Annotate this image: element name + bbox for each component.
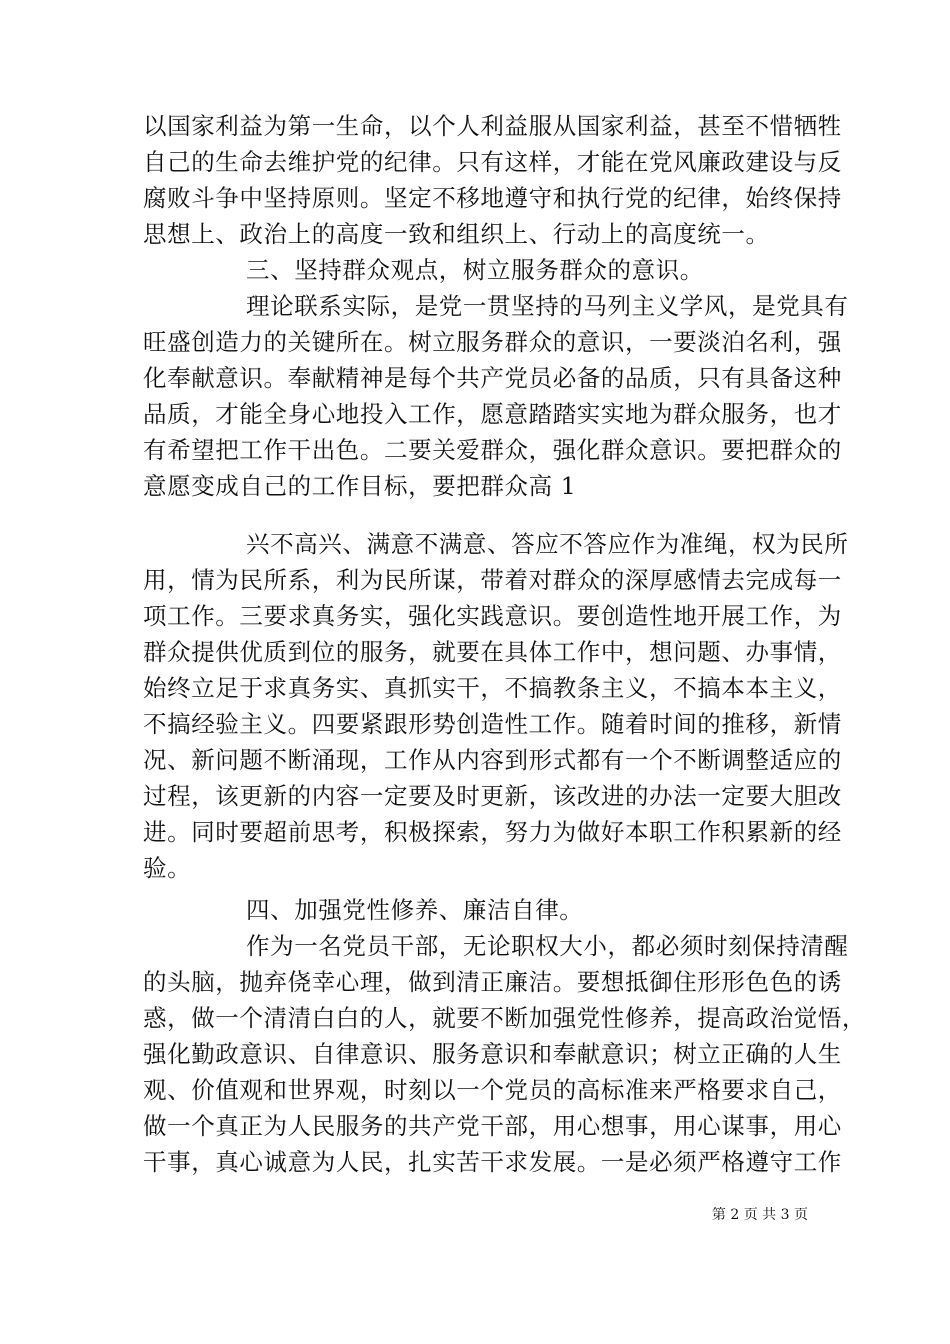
text-line-24: 的头脑，抛弃侥幸心理，做到清正廉洁。要想抵御住形形色色的诱 [143, 968, 842, 996]
text-line-11: 意愿变成自己的工作目标，要把群众高 1 [143, 472, 577, 500]
text-line-27: 观、价值观和世界观，时刻以一个党员的高标准来严格要求自己， [143, 1076, 842, 1104]
text-line-13: 用，情为民所系，利为民所谋，带着对群众的深厚感情去完成每一 [143, 566, 842, 594]
section-heading-3: 三、坚持群众观点，树立服务群众的意识。 [246, 256, 704, 284]
text-line-4: 思想上、政治上的高度一致和组织上、行动上的高度统一。 [143, 220, 770, 248]
text-line-23: 作为一名党员干部，无论职权大小，都必须时刻保持清醒 [246, 932, 849, 960]
text-line-26: 强化勤政意识、自律意识、服务意识和奉献意识；树立正确的人生 [143, 1040, 842, 1068]
text-line-15: 群众提供优质到位的服务，就要在具体工作中，想问题、办事情， [143, 638, 842, 666]
text-line-8: 化奉献意识。奉献精神是每个共产党员必备的品质，只有具备这种 [143, 364, 842, 392]
text-line-7: 旺盛创造力的关键所在。树立服务群众的意识，一要淡泊名利，强 [143, 328, 842, 356]
text-line-12: 兴不高兴、满意不满意、答应不答应作为准绳，权为民所 [246, 530, 849, 558]
text-line-29: 干事，真心诚意为人民，扎实苦干求发展。一是必须严格遵守工作 [143, 1148, 842, 1176]
text-line-1: 以国家利益为第一生命，以个人利益服从国家利益，甚至不惜牺牲 [143, 112, 842, 140]
text-line-18: 况、新问题不断涌现，工作从内容到形式都有一个不断调整适应的 [143, 746, 842, 774]
text-line-16: 始终立足于求真务实、真抓实干，不搞教条主义，不搞本本主义， [143, 674, 842, 702]
page-number-footer: 第 2 页 共 3 页 [711, 1207, 808, 1223]
text-line-21: 验。 [143, 854, 192, 882]
text-line-19: 过程，该更新的内容一定要及时更新，该改进的办法一定要大胆改 [143, 782, 842, 810]
text-line-17: 不搞经验主义。四要紧跟形势创造性工作。随着时间的推移，新情 [143, 710, 842, 738]
text-line-6: 理论联系实际，是党一贯坚持的马列主义学风，是党具有 [246, 292, 849, 320]
text-line-3: 腐败斗争中坚持原则。坚定不移地遵守和执行党的纪律，始终保持 [143, 184, 842, 212]
text-line-2: 自己的生命去维护党的纪律。只有这样，才能在党风廉政建设与反 [143, 148, 842, 176]
text-line-10: 有希望把工作干出色。二要关爱群众，强化群众意识。要把群众的 [143, 436, 842, 464]
section-heading-4: 四、加强党性修养、廉洁自律。 [246, 896, 584, 924]
text-line-9: 品质，才能全身心地投入工作，愿意踏踏实实地为群众服务，也才 [143, 400, 842, 428]
text-line-28: 做一个真正为人民服务的共产党干部，用心想事，用心谋事，用心 [143, 1112, 842, 1140]
text-line-25: 惑，做一个清清白白的人，就要不断加强党性修养，提高政治觉悟， [143, 1004, 866, 1032]
text-line-20: 进。同时要超前思考，积极探索，努力为做好本职工作积累新的经 [143, 818, 842, 846]
text-line-14: 项工作。三要求真务实，强化实践意识。要创造性地开展工作，为 [143, 602, 842, 630]
